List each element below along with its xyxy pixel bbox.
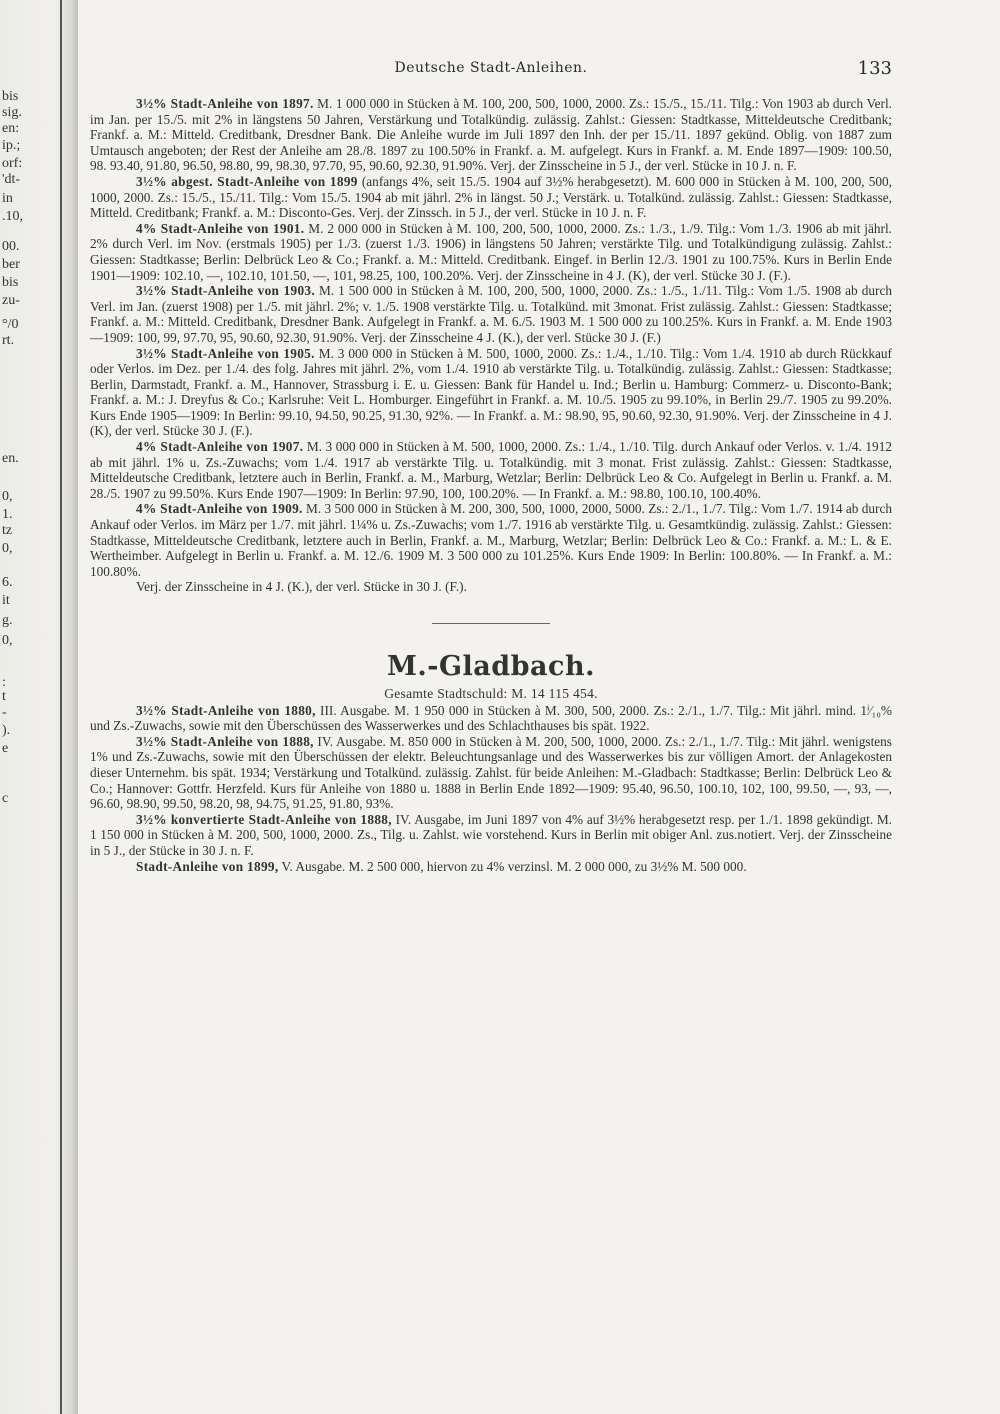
margin-fragment: 0, xyxy=(2,490,13,504)
bond-details: III. Ausgabe. M. 1 950 000 in Stücken à M. 300, 500, 2000. Zs.: 2./1., 1./7. Tilg.: Mit jährl. mind. 1ⁱ⁄₁₀% und Zs.-Zuwachs, sowie mit den Überschüssen des Wasserwerkes und des Schlachthauses bis spät. 1922. xyxy=(90,702,892,734)
margin-fragment: zu- xyxy=(2,294,20,308)
margin-fragment: en: xyxy=(2,122,20,136)
bond-heading: 3½% Stadt-Anleihe von 1888, xyxy=(136,733,314,749)
margin-fragment: 0, xyxy=(2,542,13,556)
bond-entry xyxy=(90,859,892,875)
bond-heading: 4% Stadt-Anleihe von 1909. xyxy=(136,501,303,517)
bond-entry xyxy=(90,96,892,174)
binding-edge xyxy=(60,0,62,1414)
running-title: Deutsche Stadt-Anleihen. xyxy=(394,60,588,76)
bond-details: M. 3 500 000 in Stücken à M. 200, 300, 500, 1000, 2000, 5000. Zs.: 2./1., 1./7. Tilg.: Vom 1./7. 1914 ab durch Ankauf oder Verlos. im März per 1./7. mit jährl. 1¼% u. Zs.-Zuwachs; vom 1./7. 1916 ab verstärkte Tilg. u. Gesamtkündig. zulässig. Zahlst.: Giessen: Stadtkasse, Mitteldeutsche Creditbank, letztere auch in Berlin, Frankf. a. M., Marburg, Wetzlar; Berlin: Delbrück Leo & Co.: Frankf. a. M.: L. & E. Wertheimber. Aufgelegt in Berlin u. Frankf. a. M. 12./6. 1909 M. 3 500 000 zu 101.25%. Kurs Ende 1909: In Berlin: 100.80%. — In Frankf. a. M.: 100.80%. xyxy=(90,501,893,579)
margin-fragment: tz xyxy=(2,524,13,538)
bond-entry xyxy=(90,346,892,440)
bond-entry xyxy=(90,812,892,859)
bond-heading: 3½% Stadt-Anleihe von 1880, xyxy=(136,702,316,718)
bond-entry xyxy=(90,221,892,283)
bond-entry xyxy=(90,439,892,501)
bond-entry xyxy=(90,283,892,345)
margin-fragment: 'dt- xyxy=(2,173,21,187)
bond-details: (anfangs 4%, seit 15./5. 1904 auf 3½% herabgesetzt). M. 600 000 in Stücken à M. 100, 200, 500, 1000, 2000. Zs.: 15./5., 15./11. Tilg.: Vom 15./5. 1904 ab mit jährl. 2% in längst. 50 J.; Verstärk. u. Totalkünd. zulässig. Zahlst.: Giessen: Stadtkasse, Mitteld. Creditbank; Frankf. a. M.: Disconto-Ges. Verj. der Zinssch. in 5 J., der verl. Stücke in 10 J. n. F. xyxy=(90,173,892,221)
margin-fragment: 1. xyxy=(2,508,13,522)
gladbach-entries xyxy=(90,703,892,875)
margin-fragment: ip.; xyxy=(2,139,21,153)
bond-details: M. 2 000 000 in Stücken à M. 100, 200, 500, 1000, 2000. Zs.: 1./3., 1./9. Tilg.: Vom 1./3. 1906 ab mit jährl. 2% durch Verl. im Nov. (erstmals 1905) per 1./3. (zuerst 1./3. 1906) in längstens 50 Jahren; verstärkte Tilg. und Totalkündigung zulässig. Zahlst.: Giessen: Stadtkasse; Berlin: Delbrück Leo & Co.; Frankf. a. M.: Mitteld. Creditbank. Eingef. in Berlin 12./3. 1901 zu 100.75%. Kurs in Berlin Ende 1901—1909: 102.10, —, 102.10, 101.50, —, 101, 98.25, 100, 100.20%. Verj. der Zinsscheine in 4 J. (K), der verl. Stücke 30 J. (F.). xyxy=(90,220,892,283)
bond-entry xyxy=(90,579,892,595)
margin-fragment: - xyxy=(2,706,7,720)
section-title: M.-Gladbach. xyxy=(386,651,596,682)
bond-heading: 3½% konvertierte Stadt-Anleihe von 1888, xyxy=(136,811,392,827)
margin-fragment: orf: xyxy=(2,157,23,171)
bond-heading: Stadt-Anleihe von 1899, xyxy=(136,858,279,874)
margin-fragment: t xyxy=(2,690,6,704)
bond-details: M. 1 500 000 in Stücken à M. 100, 200, 500, 1000, 2000. Zs.: 1./5., 1./11. Tilg.: Vom 1./5. 1908 ab durch Verl. im Jan. (zuerst 1908) per 1./5. mit jährl. 2%; v. 1./5. 1908 verstärkte Tilg. u. Totalkünd. mit 3monat. Frist zulässig. Zahlst.: Giessen: Stadtkasse; Frankf. a. M.: Mitteld. Creditbank, Dresdner Bank. Aufgelegt in Frankf. a. M. 6./5. 1903 M. 1 500 000 zu 100.25%. Kurs in Frankf. a. M. Ende 1903—1909: 100, 99, 97.70, 95, 90.60, 92.30, 91.90%. Verj. der Zinsscheine 4 J. (K.), der verl. Stücke 30 J. (F.) xyxy=(90,283,892,345)
margin-fragment: .10, xyxy=(2,210,23,224)
margin-fragment: 0, xyxy=(2,634,13,648)
margin-fragment: 6. xyxy=(2,576,13,590)
margin-fragment: en. xyxy=(2,452,19,466)
section-subtitle: Gesamte Stadtschuld: M. 14 115 454. xyxy=(384,686,598,701)
section-divider xyxy=(432,623,550,624)
margin-fragment: rt. xyxy=(2,334,15,348)
margin-fragment: ber xyxy=(2,258,20,272)
margin-fragment: it xyxy=(2,594,10,608)
bond-heading: 3½% abgest. Stadt-Anleihe von 1899 xyxy=(136,173,358,189)
bond-details: M. 1 000 000 in Stücken à M. 100, 200, 500, 1000, 2000. Zs.: 15./5., 15./11. Tilg.: Von 1903 ab durch Verl. im Jan. per 15./5. mit 2% in längstens 50 Jahren, Verstärkung und Totalkündig. zulässig. Zahlst.: Giessen: Stadtkasse, Mitteldeutsche Creditbank; Frankf. a. M.: Mitteld. Creditbank, Dresdner Bank. Die Anleihe wurde im Juli 1897 den Inh. der per 15./11. 1897 gekünd. Oblig. von 1887 zum Umtausch angeboten; der Rest der Anleihe am 28./8. 1897 zu 100.50% in Frankf. a. M. aufgelegt. Kurs in Frankf. a. M. Ende 1897—1909: 100.50, 98. 93.40, 91.80, 96.50, 98.80, 99, 98.30, 97.70, 95, 90.60, 92.30, 91.90%. Verj. der Zinsscheine in 5 J., der verl. Stücke in 10 J. n. F. xyxy=(90,96,892,174)
bond-details: M. 3 000 000 in Stücken à M. 500, 1000, 2000. Zs.: 1./4., 1./10. Tilg.: Vom 1./4. 1910 ab durch Rückkauf oder Verlos. im Dez. per 1./4. des folg. Jahres mit jährl. 2%, vom 1./4. 1910 ab verstärkte Tilg. u. Totalkündig. zulässig. Zahlst.: Giessen: Stadtkasse; Berlin, Darmstadt, Frankf. a. M., Hannover, Strassburg i. E. u. Giessen: Bank für Handel u. Ind.; Berlin u. Hamburg: Commerz- u. Disconto-Bank; Frankf. a. M.: J. Dreyfus & Co.; Karlsruhe: Veit L. Homburger. Eingeführt in Frankf. a. M. 10./5. 1905 zu 99.10%, in Berlin 29./7. 1905 zu 99.20%. Kurs Ende 1905—1909: In Berlin: 99.10, 94.50, 90.25, 91.30, 92%. — In Frankf. a. M.: 98.90, 95, 90.60, 92.30, 91.90%. Verj. der Zinsscheine in 4 J. (K), der verl. Stücke 30 J. (F.). xyxy=(90,345,892,439)
bond-heading: 4% Stadt-Anleihe von 1907. xyxy=(136,439,304,455)
page-content xyxy=(90,96,892,874)
bond-details: V. Ausgabe. M. 2 500 000, hiervon zu 4% verzinsl. M. 2 000 000, zu 3½% M. 500 000. xyxy=(278,858,747,874)
margin-fragment: e xyxy=(2,742,9,756)
bond-heading: 3½% Stadt-Anleihe von 1903. xyxy=(136,283,315,299)
margin-fragment: bis xyxy=(2,276,19,290)
margin-fragment: : xyxy=(2,676,6,690)
bond-entry xyxy=(90,174,892,221)
bond-entry xyxy=(90,501,892,579)
margin-fragment: c xyxy=(2,792,9,806)
giessen-entries xyxy=(90,96,892,595)
margin-fragment: 00. xyxy=(2,240,20,254)
bond-entry xyxy=(90,703,892,734)
margin-fragment: in xyxy=(2,192,13,206)
bond-details: Verj. der Zinsscheine in 4 J. (K.), der verl. Stücke in 30 J. (F.). xyxy=(136,579,467,595)
bond-heading: 4% Stadt-Anleihe von 1901. xyxy=(136,220,305,236)
margin-fragment: sig. xyxy=(2,106,22,120)
bond-details: M. 3 000 000 in Stücken à M. 500, 1000, 2000. Zs.: 1./4., 1./10. Tilg. durch Ankauf oder Verlos. v. 1./4. 1912 ab mit jährl. 1% u. Zs.-Zuwachs; vom 1./4. 1917 ab verstärkte Tilg. u. Totalkündig. mit 3 monat. Frist zulässig. Zahlst.: Giessen: Stadtkasse, Mitteldeutsche Creditbank, letztere auch in Berlin, Frankf. a. M., Marburg, Wetzlar; Berlin: Delbrück Leo & Co. Aufgelegt in Berlin u. Frankf. a. M. 28./5. 1907 zu 99.50%. Kurs Ende 1907—1909: In Berlin: 97.90, 100, 100.20%. — In Frankf. a. M.: 98.80, 100.10, 100.40%. xyxy=(90,439,892,501)
bond-details: IV. Ausgabe. M. 850 000 in Stücken à M. 200, 500, 1000, 2000. Zs.: 2./1., 1./7. Tilg.: Mit jährl. wenigstens 1% und Zs.-Zuwachs, sowie mit den Überschüssen der elektr. Beleuchtungsanlage und des Wasserwerkes bis zur völligen Amort. der Anlagekosten dieser Unternehm. bis spät. 1934; Verstärkung und Totalkünd. zulässig. Zahlst. für beide Anleihen: M.-Gladbach: Stadtkasse; Berlin: Delbrück Leo & Co.; Hannover: Gottfr. Herzfeld. Kurs für Anleihe von 1880 u. 1888 in Berlin Ende 1892—1909: 95.40, 96.50, 100.10, 102, 100, 99.50, —, 93, —, 96.60, 98.90, 99.50, 98.20, 98, 94.75, 91.25, 91.80, 93%. xyxy=(90,733,892,812)
margin-fragment: ). xyxy=(2,724,11,738)
page-number: 133 xyxy=(857,58,892,79)
margin-fragment: °/0 xyxy=(2,318,19,332)
bond-entry xyxy=(90,734,892,812)
margin-fragment: bis xyxy=(2,90,19,104)
margin-fragment: g. xyxy=(2,614,13,628)
bond-heading: 3½% Stadt-Anleihe von 1897. xyxy=(136,96,314,111)
page-header xyxy=(90,60,892,80)
bond-details: IV. Ausgabe, im Juni 1897 von 4% auf 3½% herabgesetzt resp. per 1./1. 1898 gekündigt. M. 1 150 000 in Stücken à M. 200, 500, 1000, 2000. Zs., Tilg. u. Zahlst. wie vorstehend. Kurs in Berlin mit obiger Anl. zus.notiert. Verj. der Zinsscheine in 5 J., der Stücke in 30 J. n. F. xyxy=(90,811,893,858)
bond-heading: 3½% Stadt-Anleihe von 1905. xyxy=(136,345,315,361)
